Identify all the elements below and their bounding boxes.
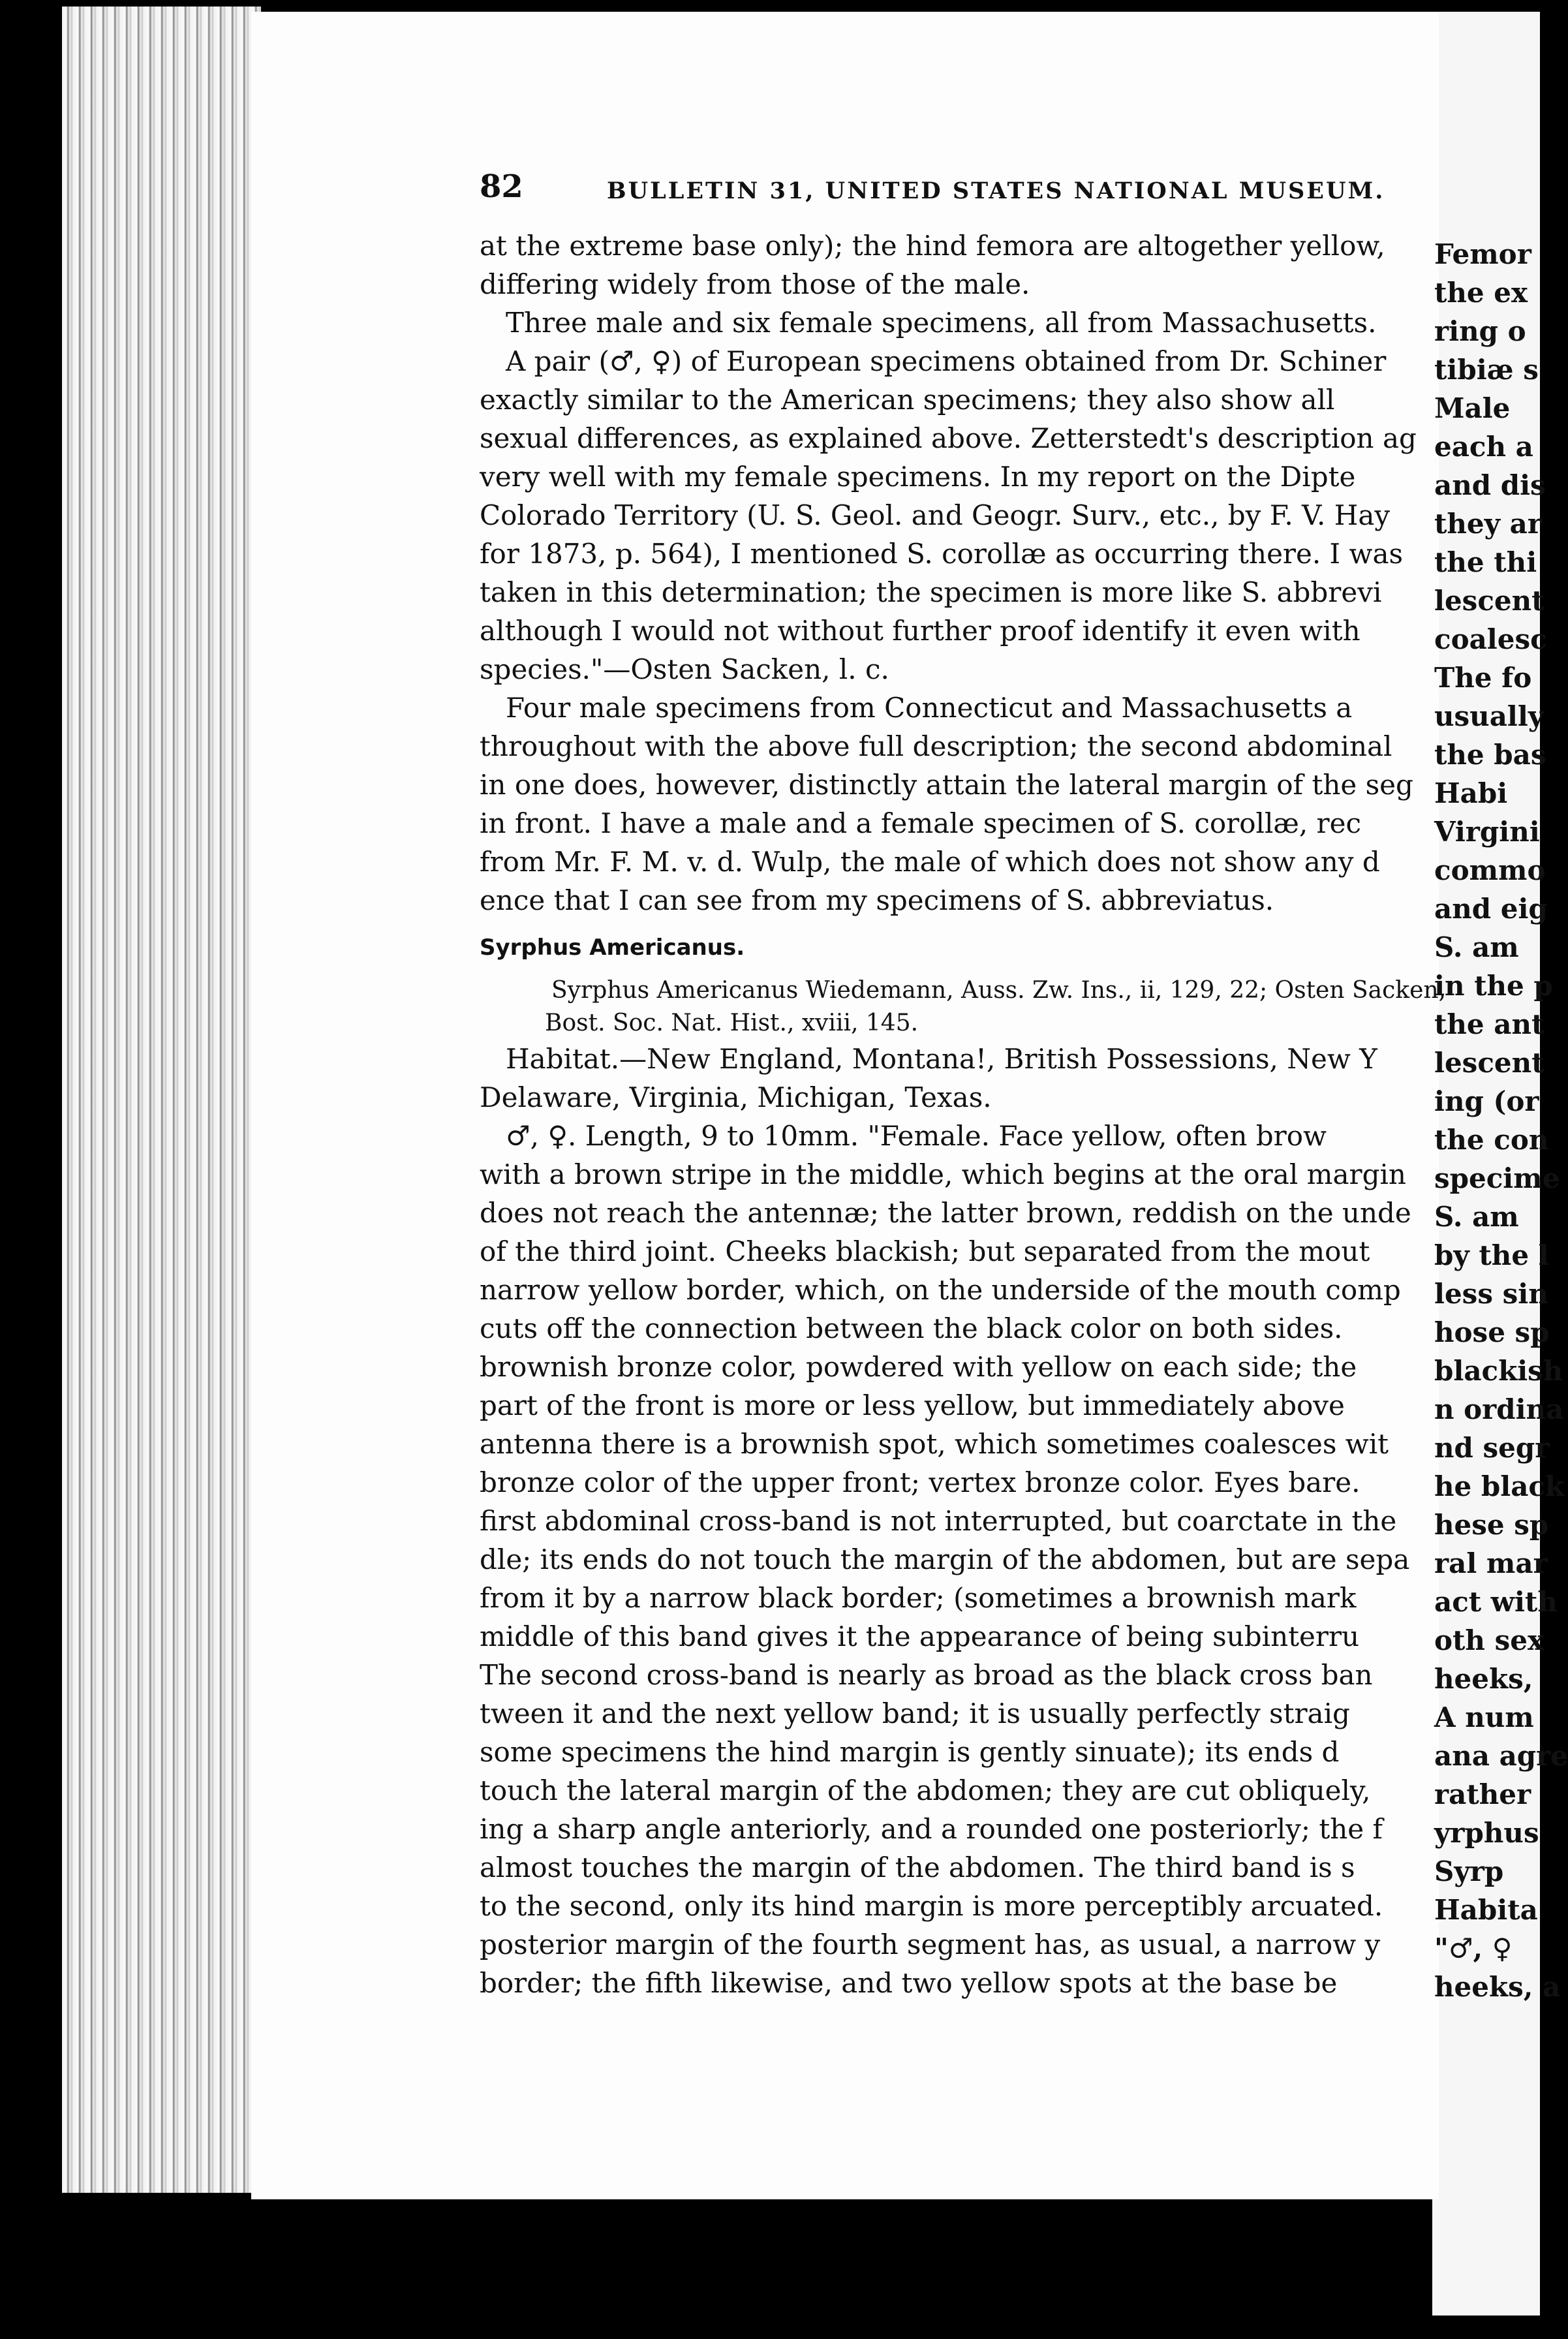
facing-text-line: each a [1434,431,1533,463]
text-line: of the third joint. Cheeks blackish; but separated from the mout [480,1235,1370,1267]
page-number: 82 [480,168,523,205]
citation-block [480,974,1447,1040]
facing-text-line: commo [1434,854,1546,886]
text-line: antenna there is a brownish spot, which sometimes coalesces wit [480,1428,1389,1460]
text-line: brownish bronze color, powdered with yellow on each side; the [480,1351,1357,1383]
facing-text-line: lescent [1434,585,1545,617]
facing-text-line: the ex [1434,277,1528,309]
text-line: A pair (♂, ♀) of European specimens obtained from Dr. Schiner [506,345,1387,377]
facing-text-line: act with [1434,1586,1558,1618]
facing-text-line: Syrp [1434,1855,1504,1887]
facing-text-line: lescent [1434,1047,1545,1079]
facing-text-line: yrphus [1434,1817,1539,1849]
text-line: sexual differences, as explained above. Zetterstedt's description ag [480,422,1417,454]
text-line: Colorado Territory (U. S. Geol. and Geogr. Surv., etc., by F. V. Hay [480,499,1391,531]
facing-text-line: The fo [1434,662,1532,694]
facing-text-line: S. am [1434,1201,1519,1233]
text-line: Three male and six female specimens, all from Massachusetts. [506,307,1377,339]
text-line: ence that I can see from my specimens of S. abbreviatus. [480,884,1274,916]
facing-text-line: S. am [1434,931,1519,963]
facing-text-line: he black [1434,1470,1565,1502]
text-line: ing a sharp angle anteriorly, and a rounded one posteriorly; the f [480,1813,1383,1845]
text-line: Syrphus Americanus Wiedemann, Auss. Zw. Ins., ii, 129, 22; Osten Sacken, [551,977,1447,1004]
text-line: in one does, however, distinctly attain the lateral margin of the seg [480,769,1413,801]
facing-text-line: blackish [1434,1355,1563,1387]
facing-text-line: hose sp [1434,1316,1550,1348]
facing-text-line: coalesc [1434,623,1547,655]
text-line: with a brown stripe in the middle, which begins at the oral margin [480,1158,1406,1190]
text-line: throughout with the above full description; the second abdominal [480,730,1392,762]
text-line: dle; its ends do not touch the margin of the abdomen, but are sepa [480,1543,1410,1575]
text-line: exactly similar to the American specimens; they also show all [480,384,1335,416]
facing-text-line: specime [1434,1162,1560,1194]
running-header [480,168,1400,214]
text-line: Bost. Soc. Nat. Hist., xviii, 145. [545,1010,919,1036]
facing-text-line: Femor [1434,238,1531,270]
facing-text-line: the thi [1434,546,1537,578]
facing-text-line: Habi [1434,777,1508,809]
text-line: differing widely from those of the male. [480,268,1030,300]
text-line: almost touches the margin of the abdomen. The third band is s [480,1851,1355,1883]
text-line: from Mr. F. M. v. d. Wulp, the male of which does not show any d [480,846,1380,878]
page-body [480,226,1447,2184]
facing-text-line: the con [1434,1124,1549,1156]
text-line: narrow yellow border, which, on the underside of the mouth comp [480,1274,1401,1306]
facing-text-line: in the p [1434,970,1553,1002]
facing-text-line: ing (or [1434,1085,1539,1117]
text-line: Habitat.—New England, Montana!, British Possessions, New Y [506,1043,1377,1075]
text-line: middle of this band gives it the appearance of being subinterru [480,1620,1360,1652]
facing-text-line: ral mar [1434,1547,1548,1579]
text-line: The second cross-band is nearly as broad as the black cross ban [480,1659,1373,1691]
text-line: part of the front is more or less yellow, but immediately above [480,1389,1345,1421]
facing-text-line: ring o [1434,315,1526,347]
text-line: from it by a narrow black border; (sometimes a brownish mark [480,1582,1357,1614]
text-line: species."—Osten Sacken, l. c. [480,653,889,685]
facing-page-text [1434,235,1568,2006]
facing-text-line: the bas [1434,739,1546,771]
facing-text-line: ana agre [1434,1740,1568,1772]
text-line: to the second, only its hind margin is more perceptibly arcuated. [480,1890,1383,1922]
facing-text-line: A num [1434,1701,1534,1733]
text-line: Four male specimens from Connecticut and Massachusetts a [506,692,1353,724]
facing-text-line: n ordina [1434,1393,1564,1425]
paragraph-block [480,226,1432,920]
facing-text-line: hese sp [1434,1509,1549,1541]
text-line: in front. I have a male and a female specimen of S. corollæ, rec [480,807,1362,839]
facing-text-line: heeks, a [1434,1971,1561,2003]
page-edge-left [62,7,261,2193]
facing-text-line: Virgini [1434,816,1540,848]
habitat-block [480,1040,1432,1117]
facing-text-line: Habita [1434,1894,1538,1926]
text-line: at the extreme base only); the hind femora are altogether yellow, [480,230,1385,262]
facing-text-line: Male [1434,392,1511,424]
text-line: tween it and the next yellow band; it is usually perfectly straig [480,1697,1350,1729]
facing-text-line: "♂, ♀ [1434,1932,1513,1964]
facing-text-line: by the l [1434,1239,1549,1271]
text-line: touch the lateral margin of the abdomen; they are cut obliquely, [480,1774,1371,1806]
facing-text-line: nd segr [1434,1432,1550,1464]
facing-text-line: rather [1434,1778,1531,1810]
facing-text-line: and dis [1434,469,1546,501]
text-line: for 1873, p. 564), I mentioned S. corollæ as occurring there. I was [480,538,1404,570]
text-line: cuts off the connection between the black color on both sides. [480,1312,1343,1344]
text-line: first abdominal cross-band is not interrupted, but coarctate in the [480,1505,1397,1537]
facing-text-line: heeks, [1434,1663,1533,1695]
facing-text-line: usually [1434,700,1545,732]
text-line: taken in this determination; the specimen is more like S. abbrevi [480,576,1382,608]
facing-text-line: tibiæ s [1434,354,1539,386]
facing-text-line: the ant [1434,1008,1545,1040]
text-line: posterior margin of the fourth segment has, as usual, a narrow y [480,1929,1381,1960]
text-line: very well with my female specimens. In my report on the Dipte [480,461,1356,493]
text-line: some specimens the hind margin is gently sinuate); its ends d [480,1736,1340,1768]
facing-text-line: less sin [1434,1278,1548,1310]
text-line: Delaware, Virginia, Michigan, Texas. [480,1081,992,1113]
description-block [480,1117,1432,2002]
facing-text-line: and eig [1434,893,1548,925]
text-line: border; the fifth likewise, and two yellow spots at the base be [480,1967,1338,1999]
text-line: bronze color of the upper front; vertex bronze color. Eyes bare. [480,1466,1360,1498]
text-line: although I would not without further proof identify it even with [480,615,1360,647]
running-title: BULLETIN 31, UNITED STATES NATIONAL MUSEUM. [607,178,1385,204]
text-line: ♂, ♀. Length, 9 to 10mm. "Female. Face yellow, often brow [506,1120,1327,1152]
facing-text-line: they ar [1434,508,1543,540]
facing-text-line: oth sex [1434,1624,1544,1656]
text-line: does not reach the antennæ; the latter brown, reddish on the unde [480,1197,1411,1229]
section-heading: Syrphus Americanus. [480,935,745,961]
